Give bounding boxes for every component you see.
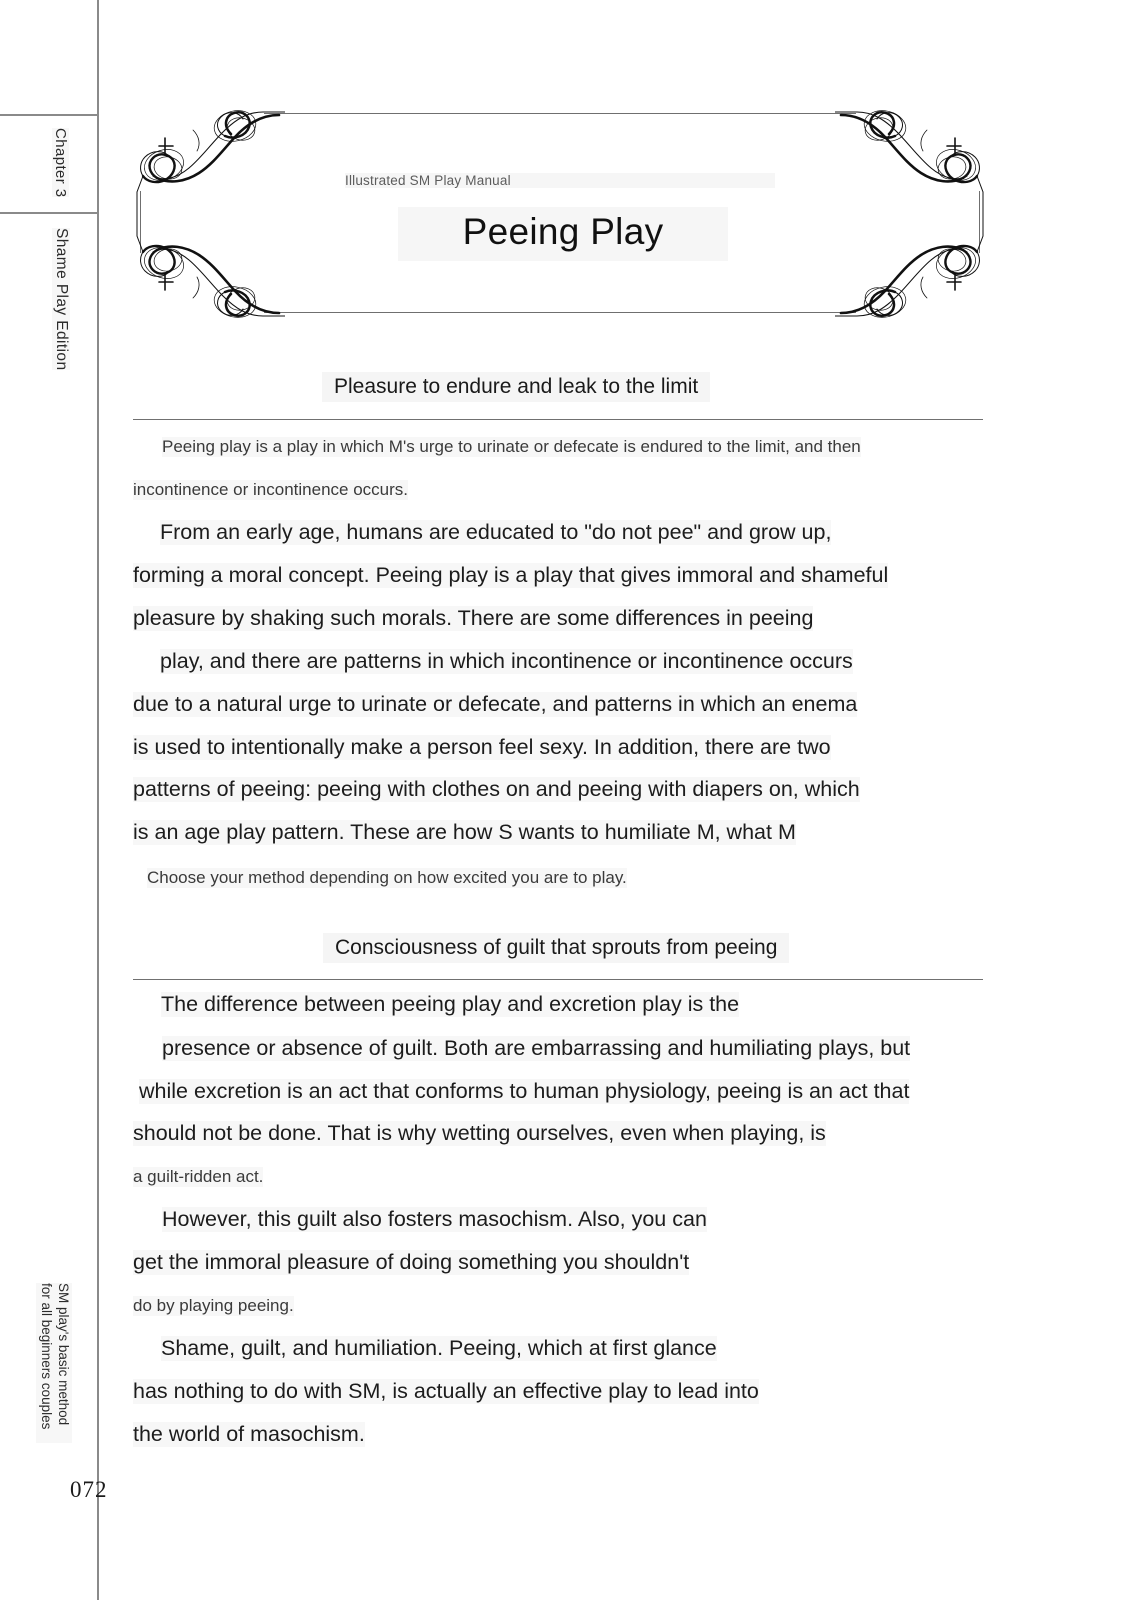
flourish-corner-ornament-icon: [135, 213, 285, 318]
section-rule-2: [133, 979, 983, 980]
body-text-line: do by playing peeing.: [133, 1296, 294, 1315]
section-heading-2: Consciousness of guilt that sprouts from peeing: [323, 933, 789, 963]
body-text-line: However, this guilt also fosters masochism. Also, you can: [162, 1207, 707, 1231]
section-heading-1: Pleasure to endure and leak to the limit: [322, 372, 710, 402]
sidebar-footer-line-2: for all beginners couples: [39, 1283, 54, 1430]
page-title: Peeing Play: [398, 207, 728, 261]
body-text-line: is an age play pattern. These are how S wants to humiliate M, what M: [133, 820, 796, 844]
flourish-corner-ornament-icon: [835, 110, 985, 215]
body-text-line: presence or absence of guilt. Both are embarrassing and humiliating plays, but: [162, 1036, 911, 1060]
body-text-line: forming a moral concept. Peeing play is a play that gives immoral and shameful: [133, 563, 889, 587]
flourish-corner-ornament-icon: [135, 110, 285, 215]
rail-tick-top: [0, 114, 98, 116]
body-text-line: is used to intentionally make a person feel sexy. In addition, there are two: [133, 735, 831, 759]
flourish-corner-ornament-icon: [835, 213, 985, 318]
body-text-line: should not be done. That is why wetting ourselves, even when playing, is: [133, 1121, 826, 1145]
rail-vertical-rule: [97, 0, 99, 1600]
body-text-line: Shame, guilt, and humiliation. Peeing, which at first glance: [161, 1336, 717, 1360]
title-frame: [140, 113, 980, 313]
body-text-line: Choose your method depending on how excited you are to play.: [147, 868, 627, 887]
body-text-line: has nothing to do with SM, is actually an effective play to lead into: [133, 1379, 759, 1403]
sidebar-footer-note: [36, 1283, 72, 1443]
body-text-line: a guilt-ridden act.: [133, 1167, 264, 1186]
section-rule-1: [133, 419, 983, 420]
body-text-line: the world of masochism.: [133, 1422, 365, 1446]
body-text-line: get the immoral pleasure of doing something you shouldn't: [133, 1250, 690, 1274]
rail-tick-bottom: [0, 212, 98, 214]
body-text-line: due to a natural urge to urinate or defecate, and patterns in which an enema: [133, 692, 858, 716]
sidebar-footer-line-1: SM play's basic method: [56, 1283, 71, 1426]
page-number: 072: [70, 1477, 108, 1502]
body-text-line: Peeing play is a play in which M's urge to urinate or defecate is endured to the limit, and then: [162, 437, 861, 456]
body-text-line: play, and there are patterns in which incontinence or incontinence occurs: [160, 649, 853, 673]
manual-eyebrow-label: Illustrated SM Play Manual: [345, 173, 775, 188]
body-text-line: patterns of peeing: peeing with clothes on and peeing with diapers on, which: [133, 777, 860, 801]
left-rail: [0, 0, 99, 1600]
frame-top-edge: [264, 113, 856, 114]
frame-bottom-edge: [264, 312, 856, 313]
body-text-line: incontinence or incontinence occurs.: [133, 480, 408, 499]
body-text-line: while excretion is an act that conforms to human physiology, peeing is an act that: [139, 1079, 910, 1103]
body-text-line: pleasure by shaking such morals. There are some differences in peeing: [133, 606, 814, 630]
sidebar-edition-label: Shame Play Edition: [53, 228, 70, 371]
body-text-line: The difference between peeing play and excretion play is the: [161, 992, 740, 1016]
sidebar-chapter-label: Chapter 3: [52, 128, 69, 198]
body-text-line: From an early age, humans are educated to "do not pee" and grow up,: [160, 520, 832, 544]
